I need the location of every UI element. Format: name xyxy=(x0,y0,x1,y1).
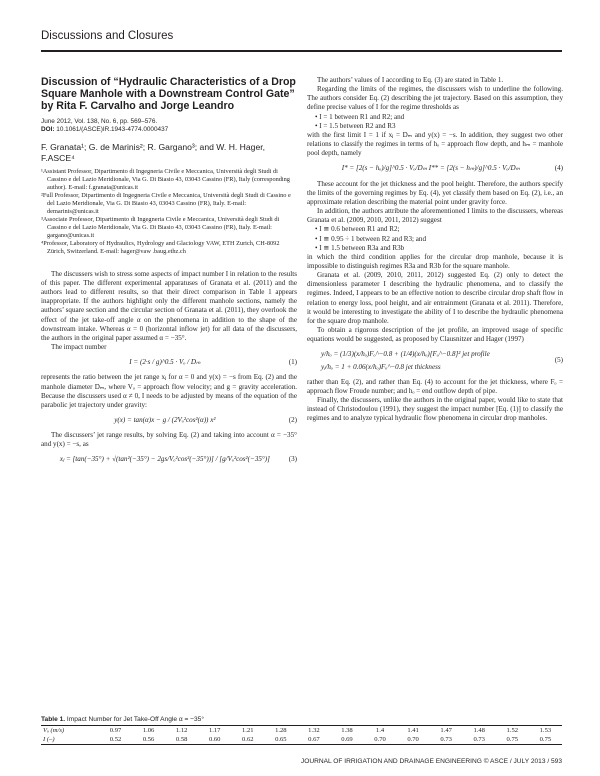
right-paragraph-9: rather than Eq. (2), and rather than Eq. (4) to account for the jet thickness, where Fₒ = approach flow Froude number; and hₒ = end outflow depth of pipe. xyxy=(307,377,563,395)
right-paragraph-2: Regarding the limits of the regimes, the discussers wish to underline the following. The authors consider Eq. (2) describing the jet trajectory. Based on this assumption, they define precise values of I for the regime thresholds as xyxy=(307,85,563,112)
table-row-label: I (–) xyxy=(43,736,55,743)
right-paragraph-7: Granata et al. (2009, 2010, 2011, 2012) suggested Eq. (2) only to detect the dimensionless parameter I describing the hydraulic phenomena, and to classify the regimes. Indeed, I appears to be an effective notion to describe circular drop shaft flow in relation to energy loss, pool height, and air entrainment (Granata et al. 2011). Therefore, it would be interesting to investigate the ability of I to describe the hydraulic phenomena for the square drop manhole. xyxy=(307,271,563,325)
equation-5-body xyxy=(307,350,555,371)
right-paragraph-10: Finally, the discussers, unlike the authors in the original paper, would like to state that instead of Christodoulou (1991), they suggest the impact number [Eq. (1)] to classify the regimes and to analyze typical hydraulic flow phenomena in circular drop manholes. xyxy=(307,396,563,423)
equation-5 xyxy=(307,350,563,371)
table-cell: 1.21 xyxy=(242,727,254,734)
table-cell: 0.75 xyxy=(506,736,519,743)
left-paragraph-3: represents the ratio between the jet range xⱼ for α = 0 and y(x) = −s from Eq. (2) and the manhole diameter Dₘ, where Vₒ = approach flow velocity; and g = gravity acceleration. Because the discussers used α ≠ 0, I needs to be adjusted by means of the equation of the parabolic jet trajectory under gravity: xyxy=(41,373,297,409)
table-cell: 0.70 xyxy=(407,736,419,743)
impact-number-table xyxy=(41,725,562,745)
doi-link[interactable]: 10.1061/(ASCE)IR.1943-4774.0000437 xyxy=(56,126,169,134)
table-cell: 0.97 xyxy=(109,727,122,734)
table-row xyxy=(41,735,562,745)
table-row-label: Vₒ (m/s) xyxy=(43,727,65,734)
table-caption: Impact Number for Jet Take-Off Angle α = −35° xyxy=(66,716,204,723)
table-cell: 1.48 xyxy=(473,727,485,734)
author-list: F. Granata¹; G. de Marinis²; R. Gargano³; and W. H. Hager, F.ASCE⁴ xyxy=(41,141,265,163)
affiliation-1: ¹Assistant Professor, Dipartimento di Ingegneria Civile e Meccanica, Università degli Studi di Cassino e del Lazio Meridionale, Via G. Di Biasio 43, 03043 Cassino (FR), Italy (corresponding author). E-mail: f.granata@unicas.it xyxy=(41,167,290,191)
bullet-2: • I = 1.5 between R2 and R3 xyxy=(315,121,396,130)
table-cell: 0.62 xyxy=(242,736,254,743)
affiliation-2: ²Full Professor, Dipartimento di Ingegneria Civile e Meccanica, Università degli Studi di Cassino e del Lazio Meridionale, Via G. Di Biasio 43, 03043 Cassino (FR), Italy. E-mail: demarinis@unicas.it xyxy=(41,191,291,215)
table-cell: 1.53 xyxy=(539,727,552,734)
equation-4-body: I* = [2(s − hₒ)/g]^0.5 · Vₒ/Dₘ I** = [2(s − hₘ)/g]^0.5 · Vₒ/Dₘ xyxy=(341,164,520,173)
table-cell: 0.73 xyxy=(473,736,485,743)
table-cell: 1.47 xyxy=(440,727,452,734)
equation-2-number: (2) xyxy=(288,416,297,424)
right-paragraph-1: The authors’ values of I according to Eq. (3) are stated in Table 1. xyxy=(317,76,504,84)
table-cell: 0.70 xyxy=(374,736,386,743)
equation-3 xyxy=(41,455,297,464)
right-paragraph-8: To obtain a rigorous description of the jet profile, an improved usage of specific equations would be suggested, as proposed by Clausnitzer and Hager (1997) xyxy=(307,326,563,344)
equation-1 xyxy=(41,358,297,367)
bullet-1: • I = 1 between R1 and R2; and xyxy=(315,112,405,121)
table-cell: 1.12 xyxy=(175,727,188,734)
bullet-3: • I ≅ 0.6 between R1 and R2; xyxy=(315,225,400,234)
equation-1-body: I = (2·s / g)^0.5 · Vₒ / Dₘ xyxy=(129,358,201,367)
table-cell: 1.06 xyxy=(142,727,155,734)
equation-5-number: (5) xyxy=(554,356,563,365)
table-cell: 0.65 xyxy=(275,736,287,743)
section-header: Discussions and Closures xyxy=(41,30,174,42)
table-cell: 0.73 xyxy=(440,736,452,743)
header-rule xyxy=(41,50,562,52)
table-cell: 1.28 xyxy=(275,727,287,734)
table-cell: 0.69 xyxy=(341,736,353,743)
equation-4 xyxy=(307,164,563,173)
table-cell: 1.41 xyxy=(407,727,419,734)
bullet-4: • I ≅ 0.95 ÷ 1 between R2 and R3; and xyxy=(315,234,427,243)
table-cell: 0.75 xyxy=(539,736,552,743)
journal-footer: JOURNAL OF IRRIGATION AND DRAINAGE ENGINEERING © ASCE / JULY 2013 / 593 xyxy=(300,758,562,765)
equation-2-body: y(x) = tan(α)x − g / (2Vₒ²cos²(α)) x² xyxy=(114,416,216,424)
right-paragraph-6: in which the third condition applies for the circular drop manhole, because it is impossible to distinguish regimes R3a and R3b for the square manhole. xyxy=(307,252,563,270)
table-cell: 1.52 xyxy=(506,727,519,734)
table-cell: 0.52 xyxy=(109,736,122,743)
equation-5-jet-profile: y/hₒ = (1/3)(x/hₒ)Fₒ^−0.8 + (1/4)(x/hₒ)[Fₒ^−0.8]² jet profile xyxy=(321,350,490,359)
table-row xyxy=(41,726,562,736)
table-cell: 0.58 xyxy=(175,736,188,743)
table-label: Table 1. xyxy=(41,716,66,723)
table-cell: 1.32 xyxy=(308,727,320,734)
equation-3-number: (3) xyxy=(288,455,297,464)
right-paragraph-5: In addition, the authors attribute the aforementioned I limits to the discussers, whereas Granata et al. (2009, 2010, 2011, 2012) suggest xyxy=(307,207,563,225)
table-cell: 1.4 xyxy=(375,727,385,734)
table-cell: 0.56 xyxy=(142,736,155,743)
table-cell: 1.17 xyxy=(208,727,221,734)
left-paragraph-2: The impact number xyxy=(51,343,107,352)
equation-3-body: xⱼ = [tan(−35°) + √(tan²(−35°) − 2gs/Vₒ²cos²(−35°))] / [g/Vₒ²cos²(−35°)] xyxy=(59,455,270,464)
doi-label: DOI: xyxy=(41,126,55,134)
table-cell: 1.38 xyxy=(341,727,353,734)
left-column xyxy=(41,76,297,471)
affiliation-4: ⁴Professor, Laboratory of Hydraulics, Hydrology and Glaciology VAW, ETH Zurich, CH-8092 Zürich, Switzerland. E-mail: hager@vaw .baug.ethz.ch xyxy=(41,239,280,255)
citation: June 2012, Vol. 138, No. 6, pp. 569–576. xyxy=(41,118,158,125)
equation-5-jet-thickness: yⱼ/hₒ = 1 + 0.06(x/hₒ)Fₒ^−0.8 jet thickness xyxy=(321,362,441,371)
left-paragraph-1: The discussers wish to stress some aspects of impact number I in relation to the results of this paper. The different experimental apparatuses of Granata et al. (2011) and the authors lead to different results, so that their direct comparison in Table 1 appears inappropriate. If the authors highlight only the different manhole sections, namely the authors’ square section and the circular section of Granata et al. (2011), they overlook the effect of the jet take-off angle α on the phenomena in addition to the shape of the downstream intake. Whereas α = 0 (horizontal inflow jet) for all data of the discussers, the authors in the original paper assumed α = −35°. xyxy=(41,269,297,342)
bullet-5: • I ≅ 1.5 between R3a and R3b xyxy=(315,243,405,252)
equation-4-number: (4) xyxy=(554,164,563,173)
equation-2 xyxy=(41,416,297,425)
right-paragraph-4: These account for the jet thickness and the pool height. Therefore, the authors specify the limits of the governing regimes by Eq. (4), yet classify them based on Eq. (2), i.e., an approximate relation describing the material point under gravity force. xyxy=(307,179,563,206)
equation-1-number: (1) xyxy=(288,358,297,367)
left-paragraph-4: The discussers’ jet range results, by solving Eq. (2) and taking into account α = −35° and y(x) = −s, as xyxy=(41,431,297,449)
affiliation-3: ³Associate Professor, Dipartimento di Ingegneria Civile e Meccanica, Università degli Studi di Cassino e del Lazio Meridionale, Via G. Di Biasio 43, 03043 Cassino (FR), Italy. E-mail: gargano@unicas.it xyxy=(41,215,280,239)
right-column xyxy=(307,76,563,423)
table-1 xyxy=(41,716,562,745)
table-cell: 0.67 xyxy=(308,736,320,743)
article-title: Discussion of “Hydraulic Characteristics of a Drop Square Manhole with a Downstream Control Gate” by Rita F. Carvalho and Jorge Leandro xyxy=(41,76,296,112)
right-paragraph-3: with the first limit I = 1 if xⱼ = Dₘ and y(x) = −s. In addition, they suggest two other relations to classify the regimes in terms of hₒ = approach flow depth, and hₘ = manhole pool depth, namely xyxy=(307,130,563,158)
table-title xyxy=(41,716,562,723)
doi-line xyxy=(41,126,297,134)
table-cell: 0.60 xyxy=(208,736,221,743)
